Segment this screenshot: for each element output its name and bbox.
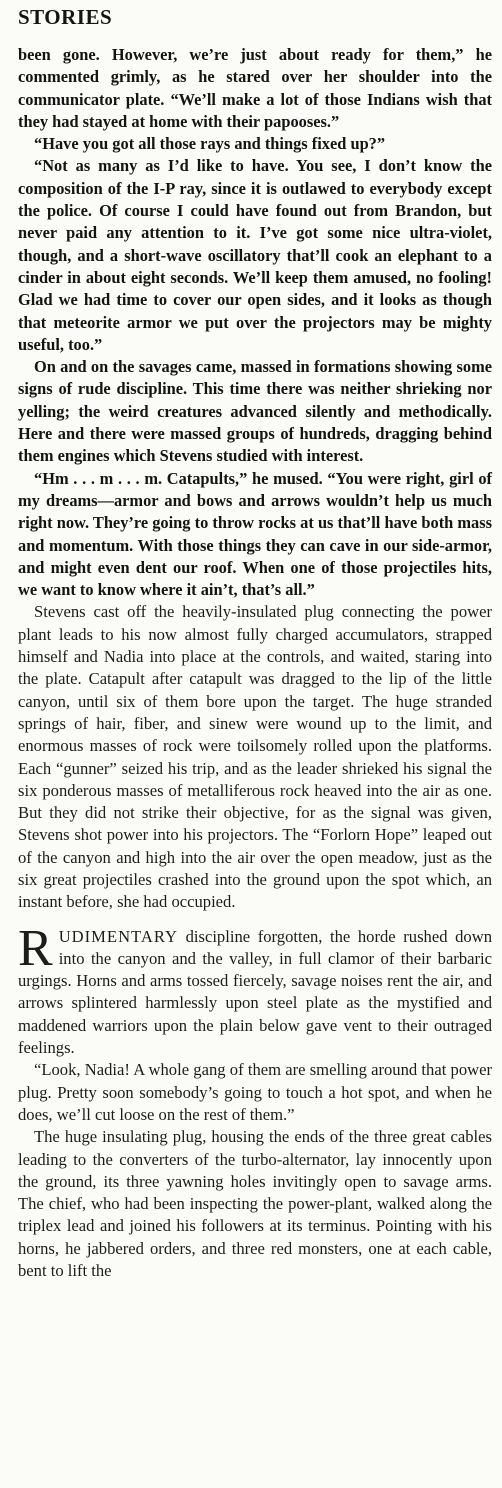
paragraph: been gone. However, we’re just about ready for them,” he commented grimly, as he stared over her shoulder into the communicator plate. “We’ll make a lot of those Indians wish that they had stayed at home with their papooses.” — [18, 45, 492, 131]
section-block — [18, 919, 492, 1283]
section-lead-paragraph — [18, 919, 492, 1060]
story-column — [18, 44, 492, 1282]
paragraph: Stevens cast off the heavily-insulated plug connecting the power plant leads to his now almost fully charged accumulators, strapped himself and Nadia into place at the controls, and waited, staring into the plate. Catapult after catapult was dragged to the lip of the little canyon, until six of them bore upon the target. The huge stranded springs of hair, fiber, and sinew were wound up to the limit, and enormous masses of rock were toilsomely rolled upon the platforms. Each “gunner” seized his trip, and as the leader shrieked his signal the six ponderous masses of metalliferous rock heaved into the air as one. But they did not strike their objective, for as the signal was given, Stevens shot power into his projectors. The “Forlorn Hope” leaped out of the canyon and high into the air over the open meadow, just as the six great projectiles crashed into the ground upon the spot which, an instant before, she had occupied. — [18, 602, 492, 912]
bold-text-block — [18, 44, 492, 601]
light-text-block — [18, 601, 492, 913]
paragraph: “Have you got all those rays and things fixed up?” — [34, 134, 386, 154]
paragraph: “Not as many as I’d like to have. You see, I don’t know the composition of the I-P ray, since it is outlawed to everybody except the police. Of course I could have found out from Brandon, but never paid any attention to it. I’ve got some nice ultra-violet, though, and a short-wave oscillatory that’ll cook an elephant to a cinder in about eight seconds. We’ll keep them amused, no fooling! Glad we had time to cover our open sides, and it looks as though that meteorite armor we put over the projectors may be mighty useful, too.” — [18, 156, 492, 354]
running-head: STORIES — [18, 5, 113, 29]
paragraph: The huge insulating plug, housing the ends of the three great cables leading to the converters of the turbo-alternator, lay innocently upon the ground, its three yawning holes invitingly open to savage arms. The chief, who had been inspecting the power-plant, walked along the triplex lead and joined his followers at its terminus. Pointing with his horns, he jabbered orders, and three red monsters, one at each cable, bent to lift the — [18, 1127, 492, 1281]
paragraph: On and on the savages came, massed in formations showing some signs of rude discipline. This time there was neither shrieking nor yelling; the weird creatures advanced silently and methodically. Here and there were massed groups of hundreds, dragging behind them engines which Stevens studied with interest. — [18, 357, 492, 466]
lead-text: discipline forgotten, the horde rushed down into the canyon and the valley, in full clamor of their barbaric urgings. Horns and arms tossed fiercely, savage noises rent the air, and arrows splintered harmlessly upon steel plate as the mystified and maddened warriors upon the plain below gave vent to their outraged feelings. — [18, 926, 492, 1058]
lead-smallcaps: UDIMENTARY — [58, 926, 178, 946]
paragraph: “Hm . . . m . . . m. Catapults,” he mused. “You were right, girl of my dreams—armor and bows and arrows wouldn’t help us much right now. They’re going to throw rocks at us that’ll have both mass and momentum. With those things they can cave in our side-armor, and might even dent our roof. When one of those projectiles hits, we want to know where it ain’t, that’s all.” — [18, 468, 492, 600]
section-gap — [18, 914, 492, 926]
drop-cap: R — [18, 919, 53, 977]
paragraph: “Look, Nadia! A whole gang of them are smelling around that power plug. Pretty soon somebody’s going to touch a hot spot, and when he does, we’ll cut loose on the rest of them.” — [18, 1060, 492, 1124]
